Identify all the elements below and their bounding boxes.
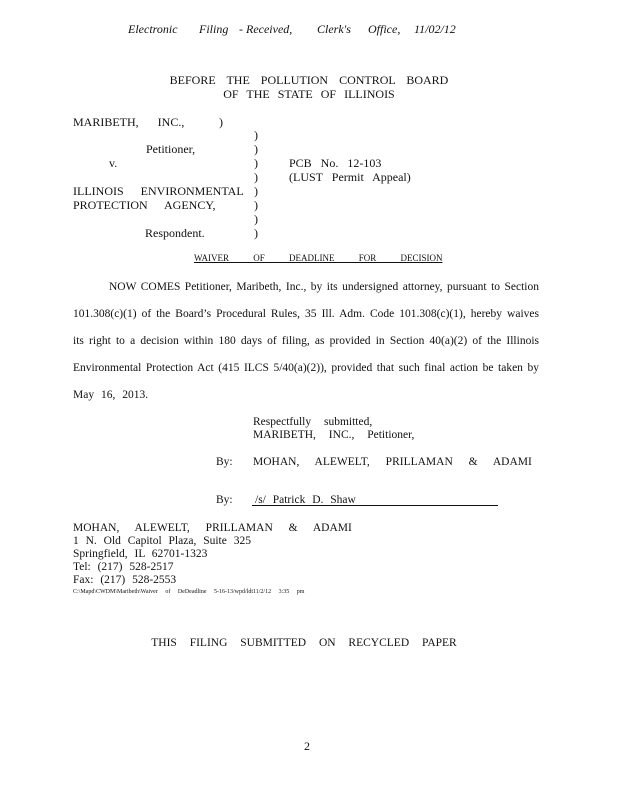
document-title: WAIVER OF DEADLINE FOR DECISION — [194, 253, 443, 263]
board-title-line2: OF THE STATE OF ILLINOIS — [223, 87, 395, 101]
file-path: C:\Mapd\CWDM\Maribeth\Waiver of DeDeadline 5-16-13/wpd/ldt11/2/12 3:35 pm — [73, 589, 305, 595]
case-type: (LUST Permit Appeal) — [289, 170, 411, 184]
caption-paren-3: ) — [254, 156, 258, 170]
header-date: 11/02/12 — [414, 22, 456, 36]
board-title-line1: BEFORE THE POLLUTION CONTROL BOARD — [169, 73, 449, 87]
respondent-line2: PROTECTION AGENCY, — [73, 198, 216, 212]
address-tel: Tel: (217) 528-2517 — [73, 561, 174, 573]
body-line-5: May 16, 2013. — [73, 389, 149, 401]
caption-paren-4: ) — [254, 170, 258, 184]
address-city: Springfield, IL 62701-1323 — [73, 548, 208, 560]
signature-by-2: By: — [216, 494, 233, 506]
caption-paren-0: ) — [219, 115, 223, 129]
body-line-2: 101.308(c)(1) of the Board’s Procedural Rules, 35 Ill. Adm. Code 101.308(c)(1), hereby waives — [73, 308, 539, 320]
signature-party: MARIBETH, INC., Petitioner, — [253, 429, 415, 441]
respondent-line1: ILLINOIS ENVIRONMENTAL — [73, 184, 244, 198]
header-filing: Filing — [199, 22, 229, 36]
respectfully-submitted: Respectfully submitted, — [253, 416, 373, 428]
caption-paren-2: ) — [254, 142, 258, 156]
caption-paren-8: ) — [254, 226, 258, 240]
signature-signer: /s/ Patrick D. Shaw — [255, 494, 356, 506]
body-line-4: Environmental Protection Act (415 ILCS 5/40(a)(2)), provided that such final action be taken by — [73, 362, 539, 374]
address-fax: Fax: (217) 528-2553 — [73, 574, 177, 586]
header-clerks: Clerk's — [317, 22, 351, 36]
recycled-paper-notice: THIS FILING SUBMITTED ON RECYCLED PAPER — [151, 637, 457, 649]
signature-line — [252, 504, 498, 506]
caption-paren-1: ) — [254, 128, 258, 142]
signature-firm: MOHAN, ALEWELT, PRILLAMAN & ADAMI — [253, 456, 532, 468]
caption-paren-7: ) — [254, 212, 258, 226]
caption-paren-6: ) — [254, 198, 258, 212]
address-firm: MOHAN, ALEWELT, PRILLAMAN & ADAMI — [73, 522, 352, 534]
page-number: 2 — [304, 739, 310, 753]
body-line-1: NOW COMES Petitioner, Maribeth, Inc., by its undersigned attorney, pursuant to Section — [109, 281, 539, 293]
respondent-role: Respondent. — [145, 226, 205, 240]
petitioner-role: Petitioner, — [146, 142, 196, 156]
body-line-3: its right to a decision within 180 days of filing, as provided in Section 40(a)(2) of the Illinois — [73, 335, 539, 347]
header-received: - Received, — [239, 22, 293, 36]
signature-by-1: By: — [216, 456, 233, 468]
case-number: PCB No. 12-103 — [289, 156, 382, 170]
versus: v. — [109, 156, 118, 170]
address-street: 1 N. Old Capitol Plaza, Suite 325 — [73, 535, 251, 547]
header-office: Office, — [368, 22, 401, 36]
header-electronic: Electronic — [128, 22, 178, 36]
caption-paren-5: ) — [254, 184, 258, 198]
petitioner-name: MARIBETH, INC., — [73, 115, 185, 129]
